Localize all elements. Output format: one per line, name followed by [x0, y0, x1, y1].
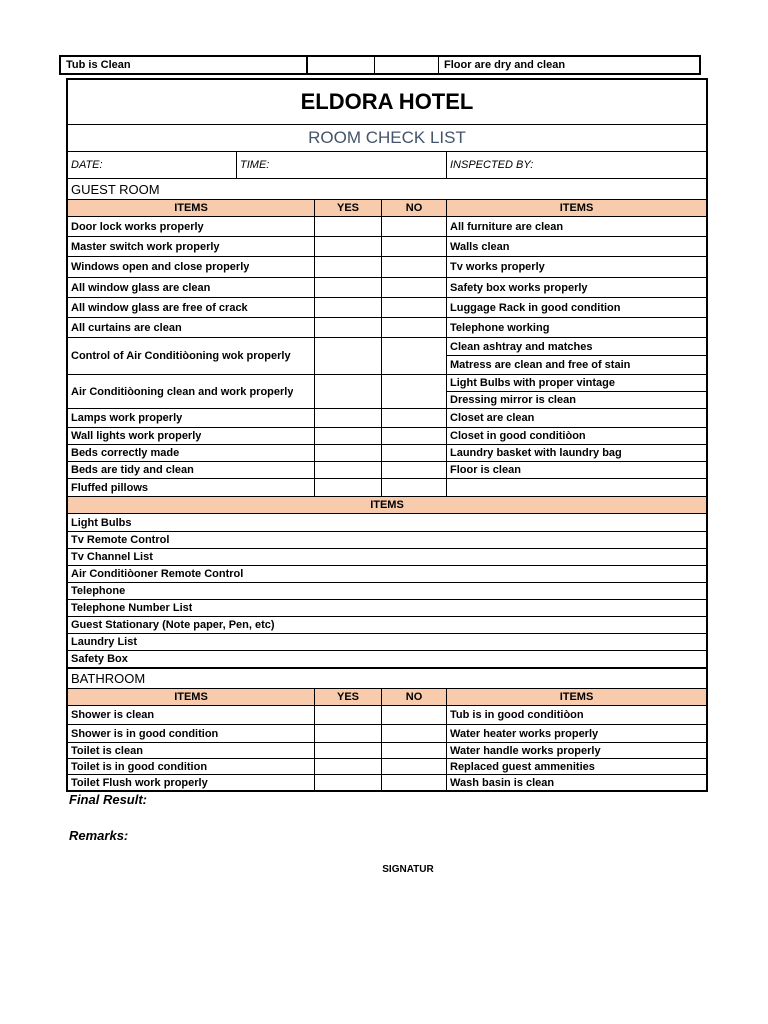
- guest-left-item: Master switch work properly: [71, 240, 220, 253]
- guest-items-header: ITEMS: [174, 202, 208, 214]
- guest-right-item: Dressing mirror is clean: [450, 394, 576, 406]
- bath-right-item: Wash basin is clean: [450, 776, 555, 789]
- guest-left-item: Beds correctly made: [71, 447, 180, 459]
- bath-right-item: Replaced guest ammenities: [450, 760, 595, 773]
- guest-left-item: All window glass are clean: [71, 281, 211, 294]
- date-label: DATE:: [71, 159, 103, 171]
- guest-left-item: Door lock works properly: [71, 220, 204, 233]
- hotel-name: ELDORA HOTEL: [300, 89, 474, 114]
- guest-right-item: Safety box works properly: [450, 281, 588, 294]
- amenity-item: Tv Channel List: [71, 551, 153, 563]
- guest-right-item: Closet in good conditiòon: [450, 430, 586, 442]
- bath-items-right-header: ITEMS: [559, 691, 594, 703]
- guest-left-item: Beds are tidy and clean: [71, 464, 194, 476]
- bath-right-item: Water heater works properly: [450, 727, 599, 740]
- signature-label: SIGNATUR: [382, 864, 434, 875]
- amenity-item: Guest Stationary (Note paper, Pen, etc): [71, 619, 275, 631]
- amenity-item: Light Bulbs: [71, 516, 132, 529]
- guest-right-item: Laundry basket with laundry bag: [450, 447, 622, 459]
- amenity-item: Telephone Number List: [71, 602, 193, 614]
- bath-left-item: Toilet is clean: [71, 744, 143, 757]
- guest-right-item: All furniture are clean: [450, 220, 564, 233]
- guest-left-item: All window glass are free of crack: [71, 301, 248, 314]
- amenity-item: Tv Remote Control: [71, 534, 170, 546]
- guest-room-title: GUEST ROOM: [71, 181, 160, 197]
- amenity-item: Laundry List: [71, 636, 138, 648]
- guest-left-item: Wall lights work properly: [71, 430, 202, 442]
- guest-right-item: Walls clean: [450, 240, 510, 253]
- bath-no-header: NO: [405, 691, 423, 703]
- guest-left-item: Control of Air Conditiòoning wok properly: [71, 350, 291, 362]
- bath-yes-header: YES: [336, 691, 359, 703]
- guest-yes-header: YES: [336, 202, 359, 214]
- bath-right-item: Tub is in good conditiòon: [450, 709, 584, 721]
- guest-right-item: Telephone working: [450, 321, 550, 334]
- guest-left-item: All curtains are clean: [71, 321, 182, 334]
- remarks-label: Remarks:: [69, 828, 129, 843]
- guest-right-item: Matress are clean and free of stain: [450, 359, 631, 371]
- guest-right-item: Clean ashtray and matches: [450, 340, 593, 353]
- guest-items-right-header: ITEMS: [559, 202, 594, 214]
- guest-right-item: Tv works properly: [450, 261, 545, 273]
- guest-left-item: Air Conditiòoning clean and work properly: [71, 385, 294, 398]
- bath-items-header: ITEMS: [174, 691, 208, 703]
- bath-left-item: Shower is in good condition: [71, 727, 219, 740]
- final-result-label: Final Result:: [69, 792, 148, 807]
- guest-left-item: Lamps work properly: [71, 412, 183, 424]
- amenity-item: Air Conditiòoner Remote Control: [71, 568, 244, 580]
- bath-right-item: Water handle works properly: [450, 744, 601, 757]
- bathroom-title: BATHROOM: [71, 671, 146, 686]
- amenities-header: ITEMS: [370, 499, 404, 511]
- guest-left-item: Windows open and close properly: [71, 261, 250, 273]
- checklist-title: ROOM CHECK LIST: [308, 128, 466, 147]
- bath-left-item: Toilet is in good condition: [71, 760, 208, 773]
- bath-left-item: Toilet Flush work properly: [71, 776, 208, 789]
- inspected-by-label: INSPECTED BY:: [450, 159, 534, 171]
- top-right-item: Floor are dry and clean: [444, 59, 566, 71]
- top-left-item: Tub is Clean: [66, 59, 131, 71]
- guest-right-item: Light Bulbs with proper vintage: [450, 377, 615, 389]
- amenity-item: Safety Box: [71, 653, 128, 665]
- checklist-form: [66, 78, 708, 792]
- guest-right-item: Luggage Rack in good condition: [450, 301, 621, 314]
- time-label: TIME:: [240, 159, 270, 171]
- amenity-item: Telephone: [71, 585, 126, 597]
- guest-right-item: Closet are clean: [450, 412, 535, 424]
- bath-left-item: Shower is clean: [71, 709, 155, 721]
- guest-left-item: Fluffed pillows: [71, 481, 148, 494]
- top-partial-row: [59, 55, 701, 75]
- guest-no-header: NO: [405, 202, 423, 214]
- guest-right-item: Floor is clean: [450, 464, 521, 476]
